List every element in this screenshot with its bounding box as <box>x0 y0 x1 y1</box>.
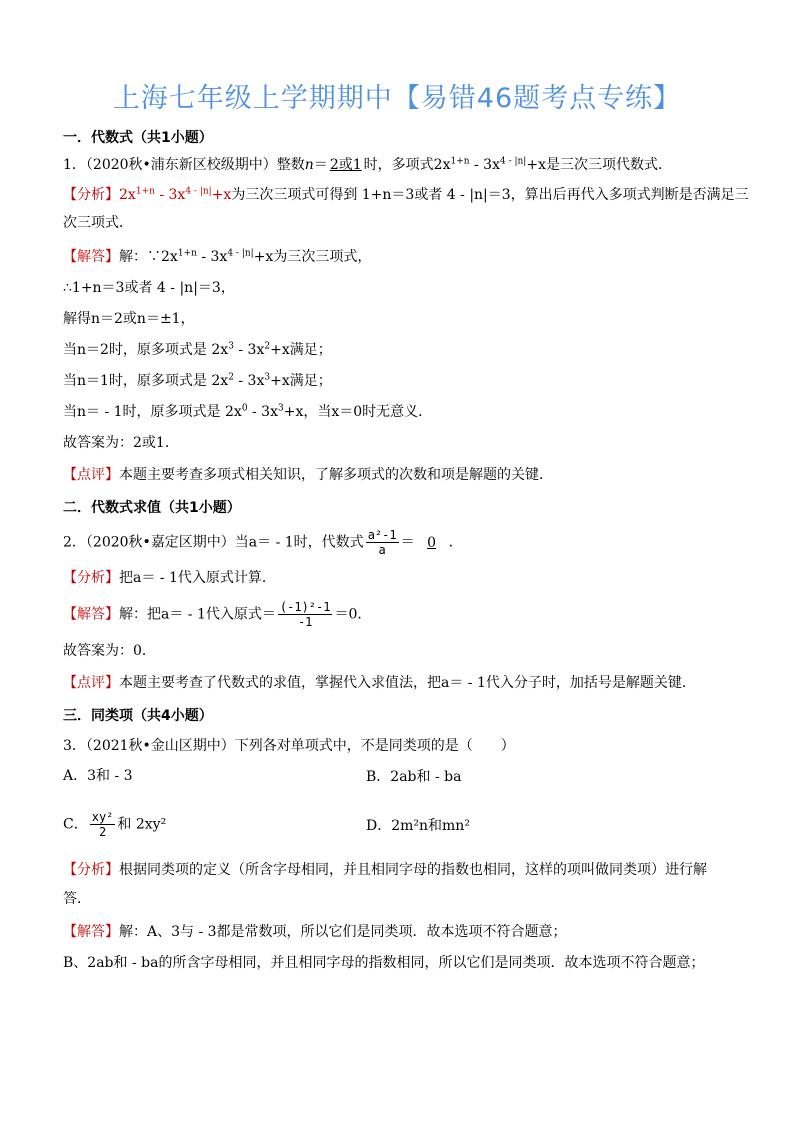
q2-answer-line-2: 故答案为：0． <box>63 643 156 659</box>
q1-stem: 1．（2020秋•浦东新区校级期中）整数n＝ 2或1 时，多项式$2x^{1+n} - 3x^{4 - |n|}+x$是三次三项代数式． <box>63 156 672 173</box>
q1-answer-line-1: 【解答】解：$\because 2x^{1+n} - 3x^{4 - |n|}+x$为三次三项式， <box>63 248 372 265</box>
q2-fraction: $\frac{\text{a²-1}}{a}$ <box>367 528 397 557</box>
q1-analysis: 【分析】$2x^{1+n} - 3x^{4 - |n|}+x$为三次三项式可得到 1+n＝3或者 4 - |n|＝3，算出后再代入多项式判断是否满足三 <box>63 186 749 203</box>
q1-answer-line-5: 当n＝1时，原多项式是 $2x^2 - 3x^3+x$满足； <box>63 372 332 389</box>
q3-option-b: B．2ab和 - ba <box>366 769 462 785</box>
q2-stem: 2．（2020秋•嘉定区期中）当a＝ - 1时，代数式 $\frac{\text{a²-1}}{a}$ ＝ 0 ． <box>63 528 463 557</box>
q3-analysis: 【分析】根据同类项的定义（所含字母相同，并且相同字母的指数也相同，这样的项叫做同类项）进行解 <box>63 862 707 878</box>
q1-answer-line-7: 故答案为：2或1． <box>63 435 179 451</box>
q1-answer-line-3: 解得n＝2或n＝±1， <box>63 311 195 327</box>
q1-comment: 【点评】本题主要考查多项式相关知识，了解多项式的次数和项是解题的关键． <box>63 467 553 483</box>
section-heading-2: 二．代数式求值（共1小题） <box>63 500 241 516</box>
q2-answer-blank: 0 <box>427 534 437 551</box>
q1-answer-blank: 2或1 <box>329 157 362 173</box>
q1-answer-line-2: ∴1+n＝3或者 4 - |n|＝3， <box>63 280 235 296</box>
section-heading-3: 三．同类项（共4小题） <box>63 708 213 724</box>
q3-stem: 3．（2021秋•金山区期中）下列各对单项式中，不是同类项的是（ ） <box>63 738 515 754</box>
q2-analysis: 【分析】把a＝ - 1代入原式计算． <box>63 570 276 586</box>
q3-option-d: D．2m²n和mn² <box>366 818 470 834</box>
q3-option-c-fraction: $\frac{\text{xy²}}{2}$ <box>91 810 114 839</box>
q1-analysis-cont: 次三项式． <box>63 215 133 231</box>
q2-answer: 【解答】解：把a＝ - 1代入原式＝ $\frac{\text{(-1)²-1}}{-1}$ ＝0． <box>63 600 372 629</box>
q1-answer-line-4: 当n＝2时，原多项式是 $2x^3 - 3x^2+x$满足； <box>63 341 332 358</box>
q3-answer-line-1: 【解答】解：A、3与 - 3都是常数项，所以它们是同类项．故本选项不符合题意； <box>63 924 567 940</box>
q1-answer-line-6: 当n＝ - 1时，原多项式是 $2x^0 - 3x^3+x$，当x＝0时无意义． <box>63 403 433 420</box>
q3-answer-line-2: B、2ab和 - ba的所含字母相同，并且相同字母的指数相同，所以它们是同类项．故本选项不符合题意； <box>63 955 705 971</box>
page-title: 上海七年级上学期期中【易错46题考点专练】 <box>112 83 682 114</box>
q2-answer-fraction: $\frac{\text{(-1)²-1}}{-1}$ <box>279 600 331 629</box>
q3-option-c: C． $\frac{\text{xy²}}{2}$ 和 2xy² <box>63 810 167 839</box>
section-heading-1: 一．代数式（共1小题） <box>63 130 213 146</box>
q3-analysis-cont: 答． <box>63 891 91 907</box>
q2-comment: 【点评】本题主要考查了代数式的求值，掌握代入求值法，把a＝ - 1代入分子时，加括号是解题关键． <box>63 675 696 691</box>
q3-option-a: A．3和 - 3 <box>63 768 133 784</box>
